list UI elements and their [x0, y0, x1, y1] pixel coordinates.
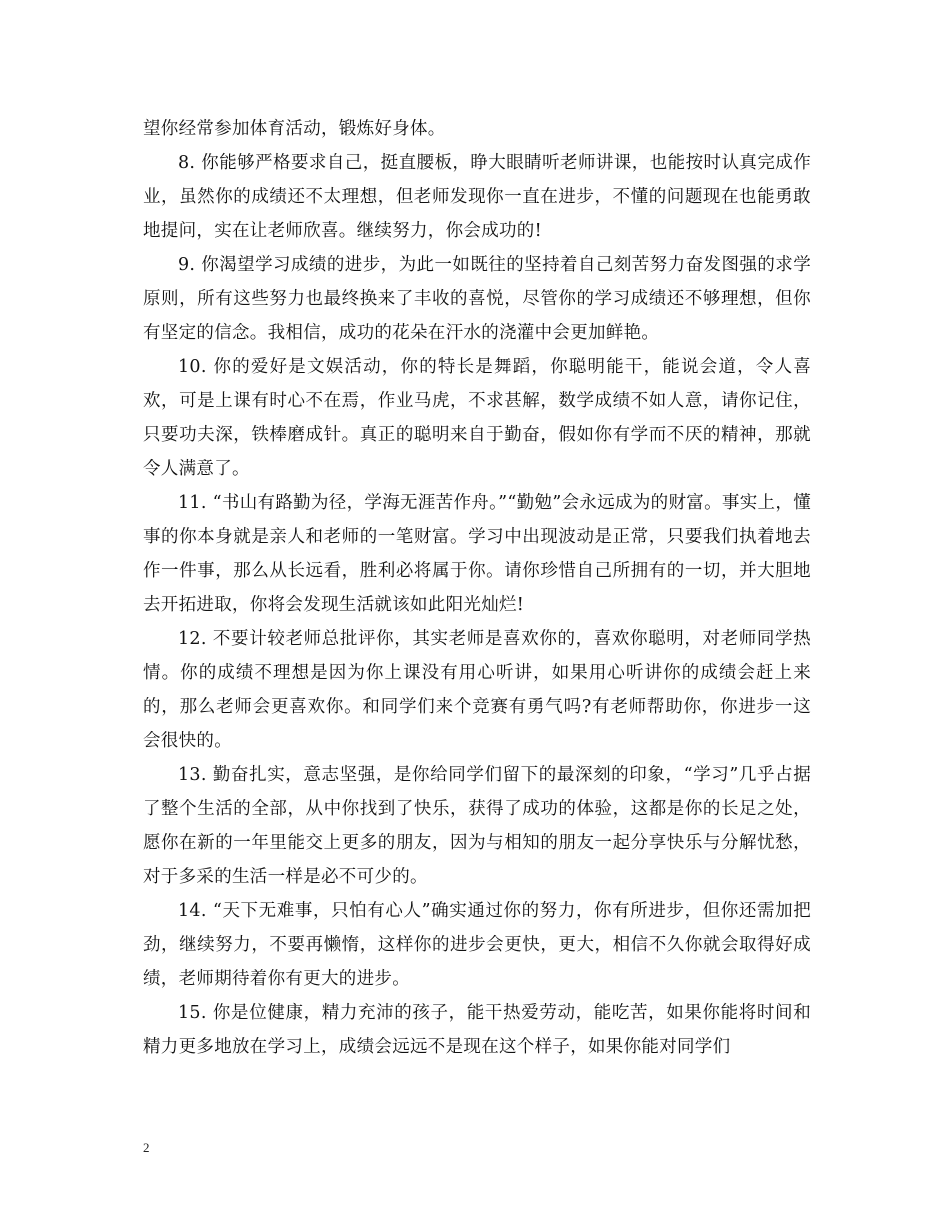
document-body	[143, 112, 811, 1064]
paragraph-item-11: 11. “书山有路勤为径，学海无涯苦作舟。”“勤勉”会永远成为的财富。事实上，懂事的你本身就是亲人和老师的一笔财富。学习中出现波动是正常，只要我们执着地去作一件事，那么从长远看，胜利必将属于你。请你珍惜自己所拥有的一切，并大胆地去开拓进取，你将会发现生活就该如此阳光灿烂!	[143, 493, 811, 615]
paragraph-item-10: 10. 你的爱好是文娱活动，你的特长是舞蹈，你聪明能干，能说会道，令人喜欢，可是上课有时心不在焉，作业马虎，不求甚解，数学成绩不如人意，请你记住，只要功夫深，铁棒磨成针。真正的聪明来自于勤奋，假如你有学而不厌的精神，那就令人满意了。	[143, 357, 811, 479]
paragraph-continuation: 望你经常参加体育活动，锻炼好身体。	[143, 119, 446, 139]
paragraph-item-14: 14. “天下无难事，只怕有心人”确实通过你的努力，你有所进步，但你还需加把劲，继续努力，不要再懒惰，这样你的进步会更快，更大，相信不久你就会取得好成绩，老师期待着你有更大的进步。	[143, 901, 811, 989]
paragraph-item-9: 9. 你渴望学习成绩的进步，为此一如既往的坚持着自己刻苦努力奋发图强的求学原则，所有这些努力也最终换来了丰收的喜悦，尽管你的学习成绩还不够理想，但你有坚定的信念。我相信，成功的花朵在汗水的浇灌中会更加鲜艳。	[143, 255, 811, 343]
paragraph-item-13: 13. 勤奋扎实，意志坚强，是你给同学们留下的最深刻的印象，“学习”几乎占据了整个生活的全部，从中你找到了快乐，获得了成功的体验，这都是你的长足之处，愿你在新的一年里能交上更多的朋友，因为与相知的朋友一起分享快乐与分解忧愁，对于多采的生活一样是必不可少的。	[143, 765, 811, 887]
paragraph-item-8: 8. 你能够严格要求自己，挺直腰板，睁大眼睛听老师讲课，也能按时认真完成作业，虽然你的成绩还不太理想，但老师发现你一直在进步，不懂的问题现在也能勇敢地提问，实在让老师欣喜。继续努力，你会成功的!	[143, 153, 811, 241]
paragraph-item-15: 15. 你是位健康，精力充沛的孩子，能干热爱劳动，能吃苦，如果你能将时间和精力更多地放在学习上，成绩会远远不是现在这个样子，如果你能对同学们	[143, 1003, 811, 1057]
page-number: 2	[143, 1140, 150, 1155]
paragraph-item-12: 12. 不要计较老师总批评你，其实老师是喜欢你的，喜欢你聪明，对老师同学热情。你的成绩不理想是因为你上课没有用心听讲，如果用心听讲你的成绩会赶上来的，那么老师会更喜欢你。和同学们来个竞赛有勇气吗?有老师帮助你，你进步一这会很快的。	[143, 629, 811, 751]
